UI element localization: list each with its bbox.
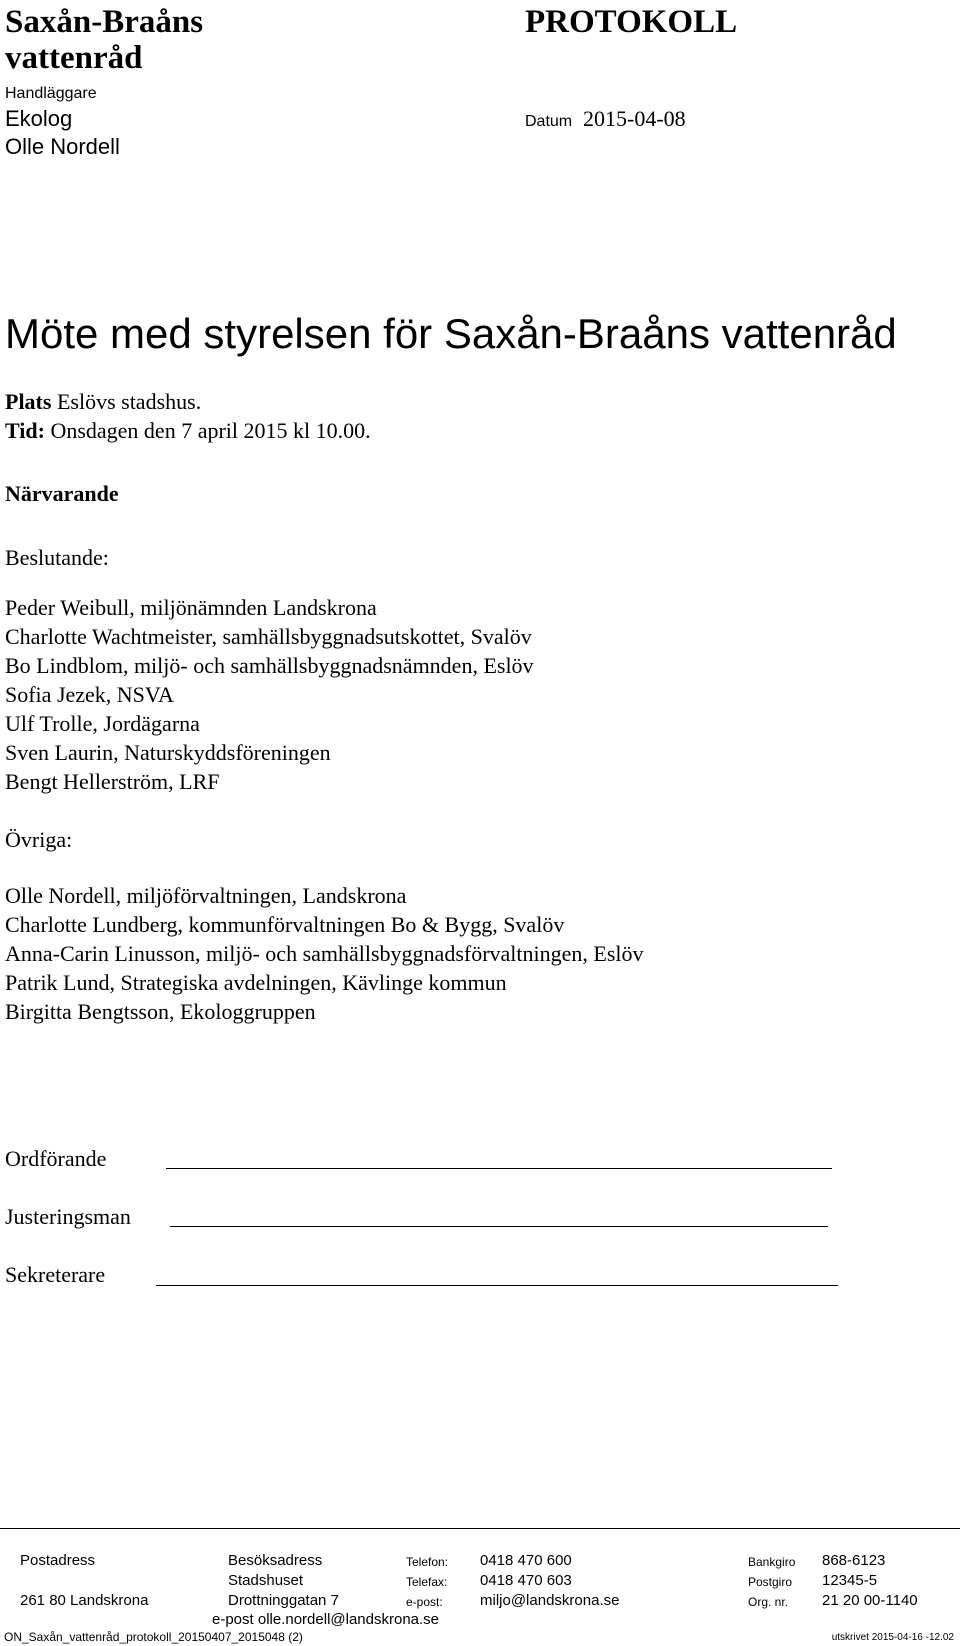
handler-name: Olle Nordell [5, 134, 120, 159]
decision-makers-label: Beslutande: [5, 545, 109, 570]
list-item: Bo Lindblom, miljö- och samhällsbyggnadsnämnden, Eslöv [5, 653, 534, 678]
postgiro-label: Postgiro [748, 1575, 793, 1589]
footer-divider [0, 1528, 960, 1529]
date-label: Datum [525, 113, 573, 130]
list-item: Charlotte Wachtmeister, samhällsbyggnadsutskottet, Svalöv [5, 624, 532, 649]
handler-role: Ekolog [5, 106, 73, 131]
bankgiro-value: 868-6123 [822, 1552, 886, 1569]
list-item: Olle Nordell, miljöförvaltningen, Landskrona [5, 883, 407, 908]
secretary-signature-line [156, 1285, 838, 1286]
list-item: Birgitta Bengtsson, Ekologgruppen [5, 999, 316, 1024]
email-label: e-post: [406, 1595, 443, 1609]
list-item: Ulf Trolle, Jordägarna [5, 711, 200, 736]
personal-email: e-post olle.nordell@landskrona.se [212, 1611, 440, 1628]
phone-label: Telefon: [406, 1555, 449, 1569]
list-item: Anna-Carin Linusson, miljö- och samhällsbyggnadsförvaltningen, Eslöv [5, 941, 644, 966]
document-type: PROTOKOLL [525, 4, 738, 40]
time-label: Tid: [5, 418, 45, 443]
adjuster-signature-line [170, 1226, 828, 1227]
email-value: miljo@landskrona.se [480, 1592, 620, 1609]
orgnr-label: Org. nr. [748, 1595, 789, 1609]
adjuster-signature-label: Justeringsman [5, 1204, 131, 1229]
date-value: 2015-04-08 [583, 106, 686, 131]
list-item: Sven Laurin, Naturskyddsföreningen [5, 740, 331, 765]
chair-signature-line [166, 1168, 832, 1169]
attendance-heading: Närvarande [5, 481, 119, 506]
postal-label: Postadress [20, 1552, 96, 1569]
visit-label: Besöksadress [228, 1552, 323, 1569]
fax-value: 0418 470 603 [480, 1572, 572, 1589]
list-item: Bengt Hellerström, LRF [5, 769, 220, 794]
visit-building: Stadshuset [228, 1572, 304, 1589]
printed-timestamp: utskrivet 2015-04-16 -12.02 [831, 1632, 954, 1643]
others-label: Övriga: [5, 827, 73, 852]
handler-label: Handläggare [5, 85, 97, 102]
postal-address: 261 80 Landskrona [20, 1592, 149, 1609]
list-item: Patrik Lund, Strategiska avdelningen, Kävlinge kommun [5, 970, 507, 995]
organization-name: Saxån-Braåns vattenråd [5, 4, 204, 76]
bankgiro-label: Bankgiro [748, 1555, 796, 1569]
fax-label: Telefax: [406, 1575, 448, 1589]
postgiro-value: 12345-5 [822, 1572, 878, 1589]
secretary-signature-label: Sekreterare [5, 1262, 106, 1287]
meeting-title: Möte med styrelsen för Saxån-Braåns vattenråd [5, 310, 897, 357]
place-label: Plats [5, 389, 52, 414]
file-name: ON_Saxån_vattenråd_protokoll_20150407_2015048 (2) [4, 1630, 303, 1644]
visit-street: Drottninggatan 7 [228, 1592, 339, 1609]
orgnr-value: 21 20 00-1140 [822, 1592, 918, 1609]
list-item: Charlotte Lundberg, kommunförvaltningen Bo & Bygg, Svalöv [5, 912, 565, 937]
list-item: Sofia Jezek, NSVA [5, 682, 174, 707]
meeting-time [5, 418, 371, 444]
phone-value: 0418 470 600 [480, 1552, 572, 1569]
meeting-place [5, 389, 201, 415]
time-value: Onsdagen den 7 april 2015 kl 10.00. [44, 418, 371, 443]
list-item: Peder Weibull, miljönämnden Landskrona [5, 595, 377, 620]
place-value: Eslövs stadshus. [51, 389, 202, 414]
chair-signature-label: Ordförande [5, 1146, 107, 1171]
